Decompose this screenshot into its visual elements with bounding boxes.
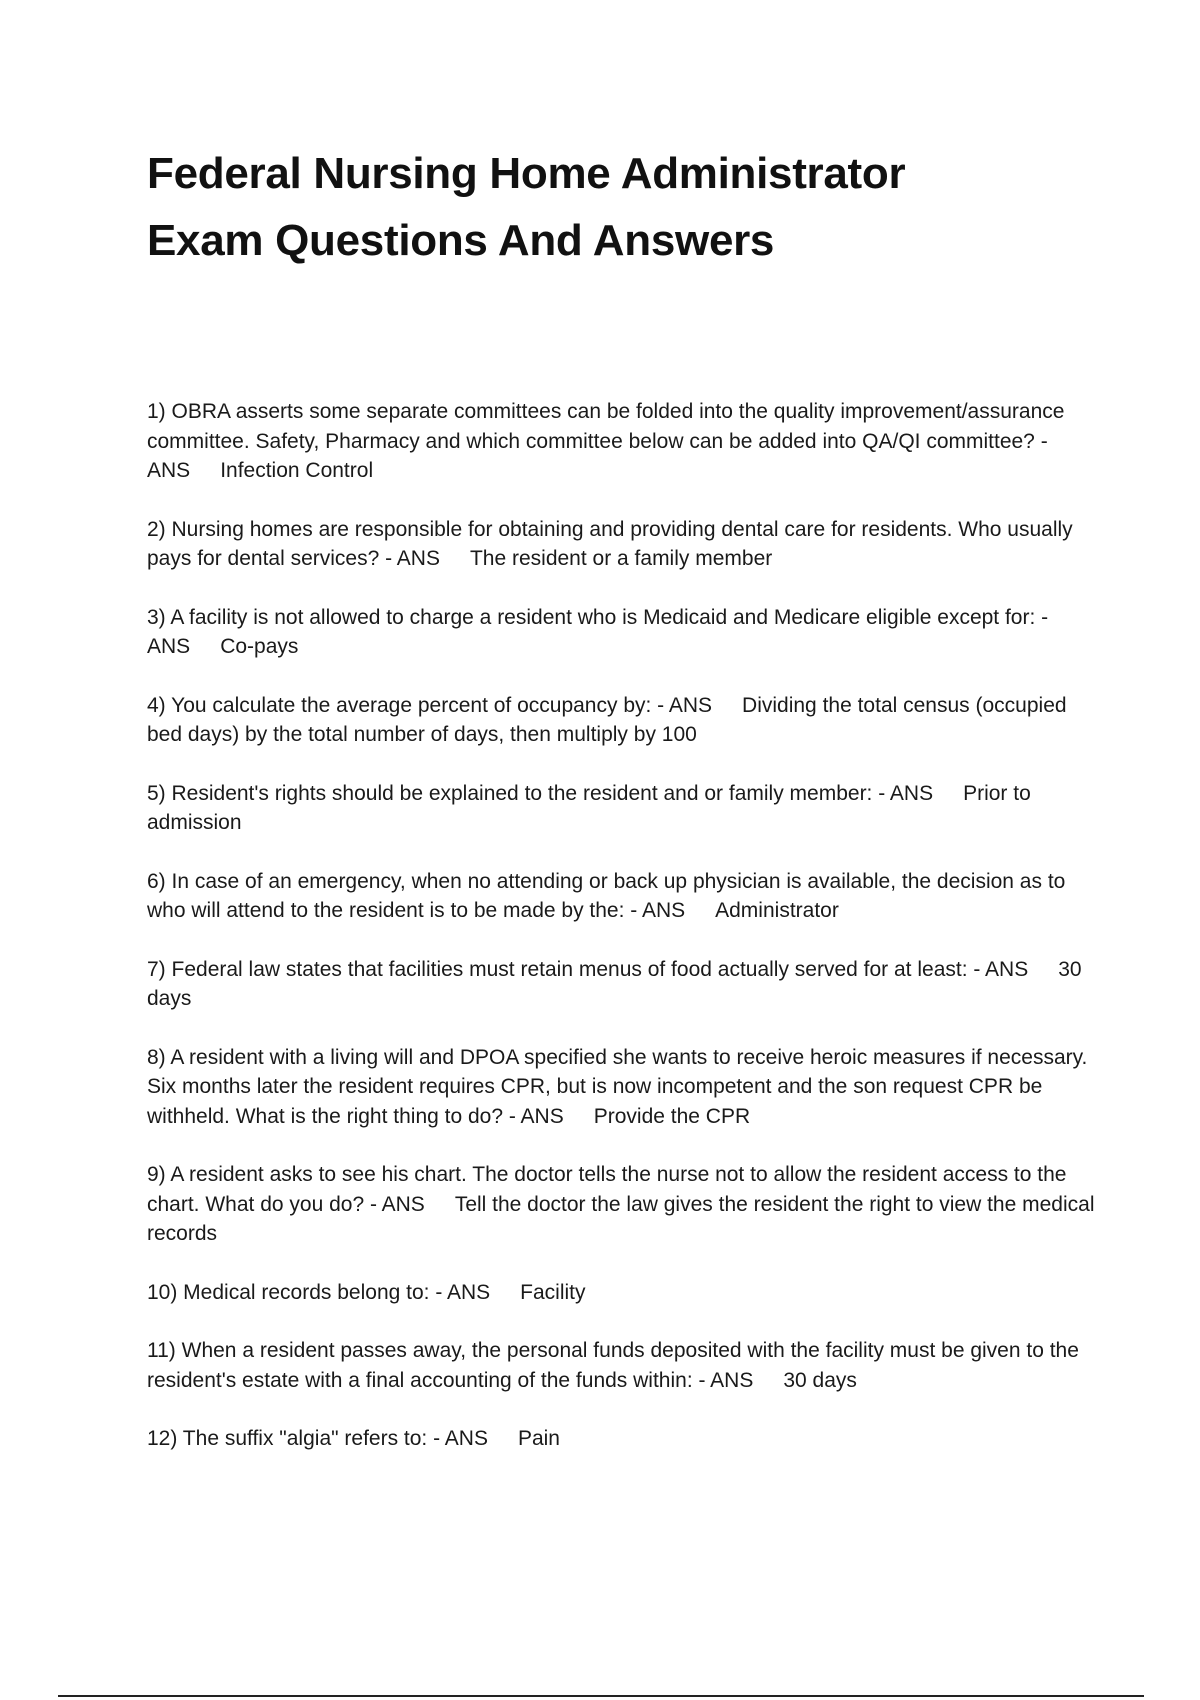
footer-divider [58,1695,1144,1697]
answer-text: Pain [517,1427,560,1450]
question-item [147,1043,1097,1132]
question-text: 4) You calculate the average percent of occupancy by: - ANS [147,693,713,717]
question-item [147,603,1097,662]
question-text: 10) Medical records belong to: - ANS [147,1280,491,1304]
answer-text: Dividing the total census (occupied bed days) by the total number of days, then multiply by 100 [147,693,1067,746]
title-line-2: Exam Questions And Answers [147,216,775,265]
question-text: 2) Nursing homes are responsible for obtaining and providing dental care for residents. Who usually pays for dental services? - ANS [147,517,1073,570]
answer-text: Administrator [715,899,839,922]
answer-text: Prior to admission [147,781,1031,834]
answer-text: 30 days [783,1368,857,1392]
question-item [147,1160,1097,1249]
document-title [147,140,1107,274]
question-text: 9) A resident asks to see his chart. The doctor tells the nurse not to allow the resident access to the chart. What do you do? - ANS [147,1163,1067,1216]
question-item [147,1336,1097,1395]
question-list [147,397,1097,1483]
question-item [147,867,1097,926]
answer-text: The resident or a family member [469,547,773,570]
answer-text: Co-pays [220,635,299,658]
question-text: 6) In case of an emergency, when no attending or back up physician is available, the decision as to who will attend to the resident is to be made by the: - ANS [147,869,1066,922]
answer-text: 30 days [147,957,1082,1010]
answer-text: Infection Control [220,459,374,482]
question-item [147,779,1097,838]
answer-text: Tell the doctor the law gives the resident the right to view the medical records [147,1192,1095,1245]
answer-text: Facility [520,1280,586,1304]
question-item [147,955,1097,1014]
question-text: 7) Federal law states that facilities must retain menus of food actually served for at least: - ANS [147,957,1029,981]
question-item [147,691,1097,750]
question-item [147,1424,1097,1454]
question-text: 1) OBRA asserts some separate committees can be folded into the quality improvement/assurance committee. Safety, Pharmacy and which committee below can be added into QA/QI committee? - ANS [147,400,1065,482]
question-text: 11) When a resident passes away, the personal funds deposited with the facility must be given to the resident's estate with a final accounting of the funds within: - ANS [147,1339,1079,1392]
question-text: 5) Resident's rights should be explained to the resident and or family member: - ANS [147,781,934,805]
question-text: 8) A resident with a living will and DPOA specified she wants to receive heroic measures if necessary. Six months later the resident requires CPR, but is now incompetent and the son request CPR be withheld. What is the right thing to do? - ANS [147,1045,1088,1128]
title-line-1: Federal Nursing Home Administrator [147,149,906,198]
question-text: 12) The suffix "algia" refers to: - ANS [147,1427,488,1450]
question-item [147,1278,1097,1308]
answer-text: Provide the CPR [593,1104,751,1128]
question-item [147,397,1097,486]
question-text: 3) A facility is not allowed to charge a resident who is Medicaid and Medicare eligible except for: - ANS [147,605,1049,658]
question-item [147,515,1097,574]
